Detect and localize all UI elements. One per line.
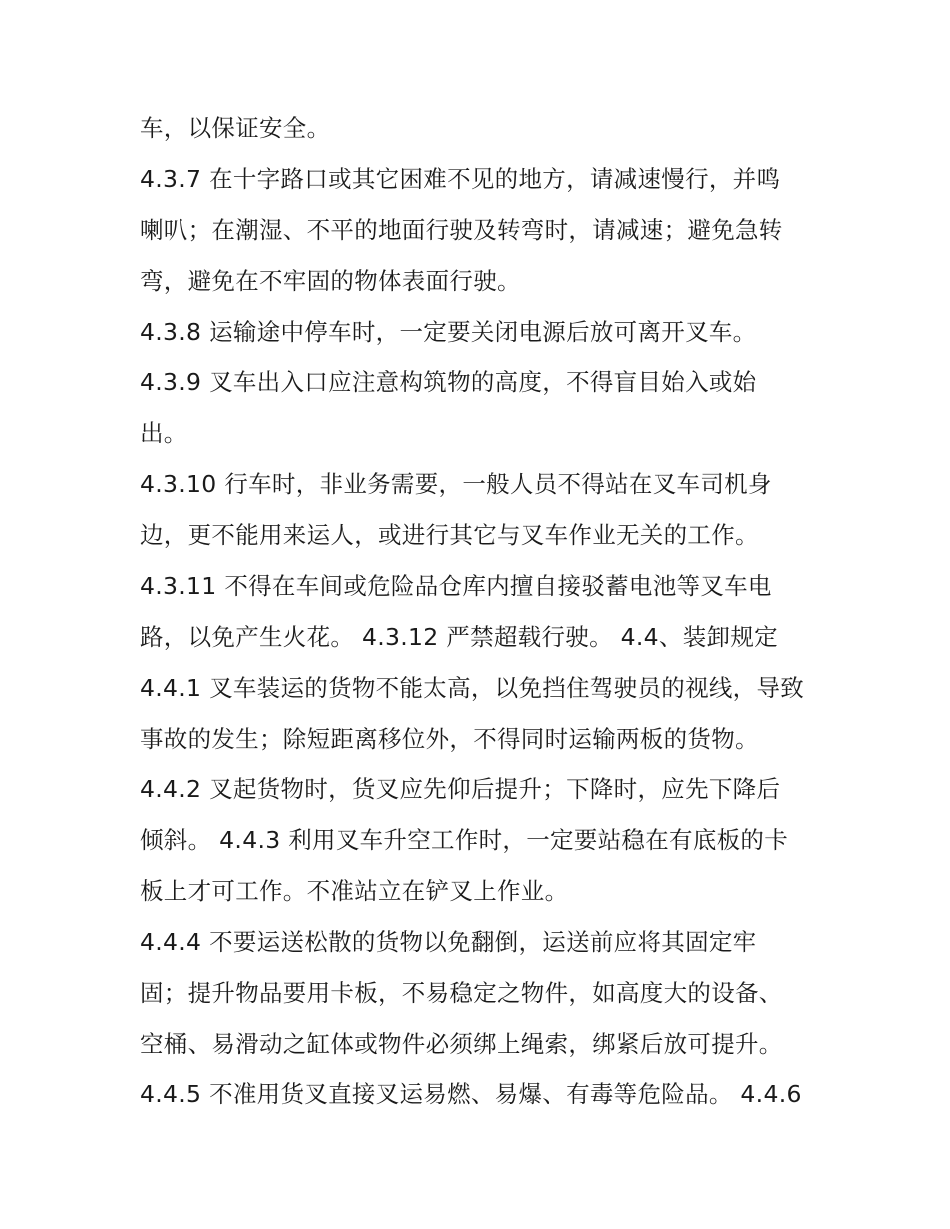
text-line: 喇叭；在潮湿、不平的地面行驶及转弯时，请减速；避免急转 bbox=[140, 216, 783, 244]
text-line: 4.4.1 叉车装运的货物不能太高，以免挡住驾驶员的视线，导致 bbox=[140, 674, 805, 702]
text-line: 板上才可工作。不准站立在铲叉上作业。 bbox=[140, 877, 569, 905]
text-line: 事故的发生；除短距离移位外，不得同时运输两板的货物。 bbox=[140, 725, 759, 753]
text-line: 4.4.2 叉起货物时，货叉应先仰后提升；下降时，应先下降后 bbox=[140, 775, 781, 803]
text-line: 4.3.11 不得在车间或危险品仓库内擅自接驳蓄电池等叉车电 bbox=[140, 572, 772, 600]
text-line: 4.4.4 不要运送松散的货物以免翻倒，运送前应将其固定牢 bbox=[140, 928, 757, 956]
text-line: 路，以免产生火花。 4.3.12 严禁超载行驶。 4.4、装卸规定 bbox=[140, 623, 778, 651]
text-line: 固；提升物品要用卡板，不易稳定之物件，如高度大的设备、 bbox=[140, 979, 783, 1007]
text-line: 4.3.10 行车时，非业务需要，一般人员不得站在叉车司机身 bbox=[140, 470, 772, 498]
text-line: 车，以保证安全。 bbox=[140, 114, 331, 142]
text-line: 空桶、易滑动之缸体或物件必须绑上绳索，绑紧后放可提升。 bbox=[140, 1030, 783, 1058]
text-line: 出。 bbox=[140, 419, 188, 447]
text-line: 边，更不能用来运人，或进行其它与叉车作业无关的工作。 bbox=[140, 521, 759, 549]
text-line: 弯，避免在不牢固的物体表面行驶。 bbox=[140, 267, 521, 295]
text-line: 倾斜。 4.4.3 利用叉车升空工作时，一定要站稳在有底板的卡 bbox=[140, 826, 789, 854]
text-line: 4.4.5 不准用货叉直接叉运易燃、易爆、有毒等危险品。 4.4.6 bbox=[140, 1080, 802, 1108]
text-line: 4.3.7 在十字路口或其它困难不见的地方，请减速慢行，并鸣 bbox=[140, 165, 781, 193]
text-line: 4.3.9 叉车出入口应注意构筑物的高度，不得盲目始入或始 bbox=[140, 368, 757, 396]
text-line: 4.3.8 运输途中停车时，一定要关闭电源后放可离开叉车。 bbox=[140, 318, 757, 346]
